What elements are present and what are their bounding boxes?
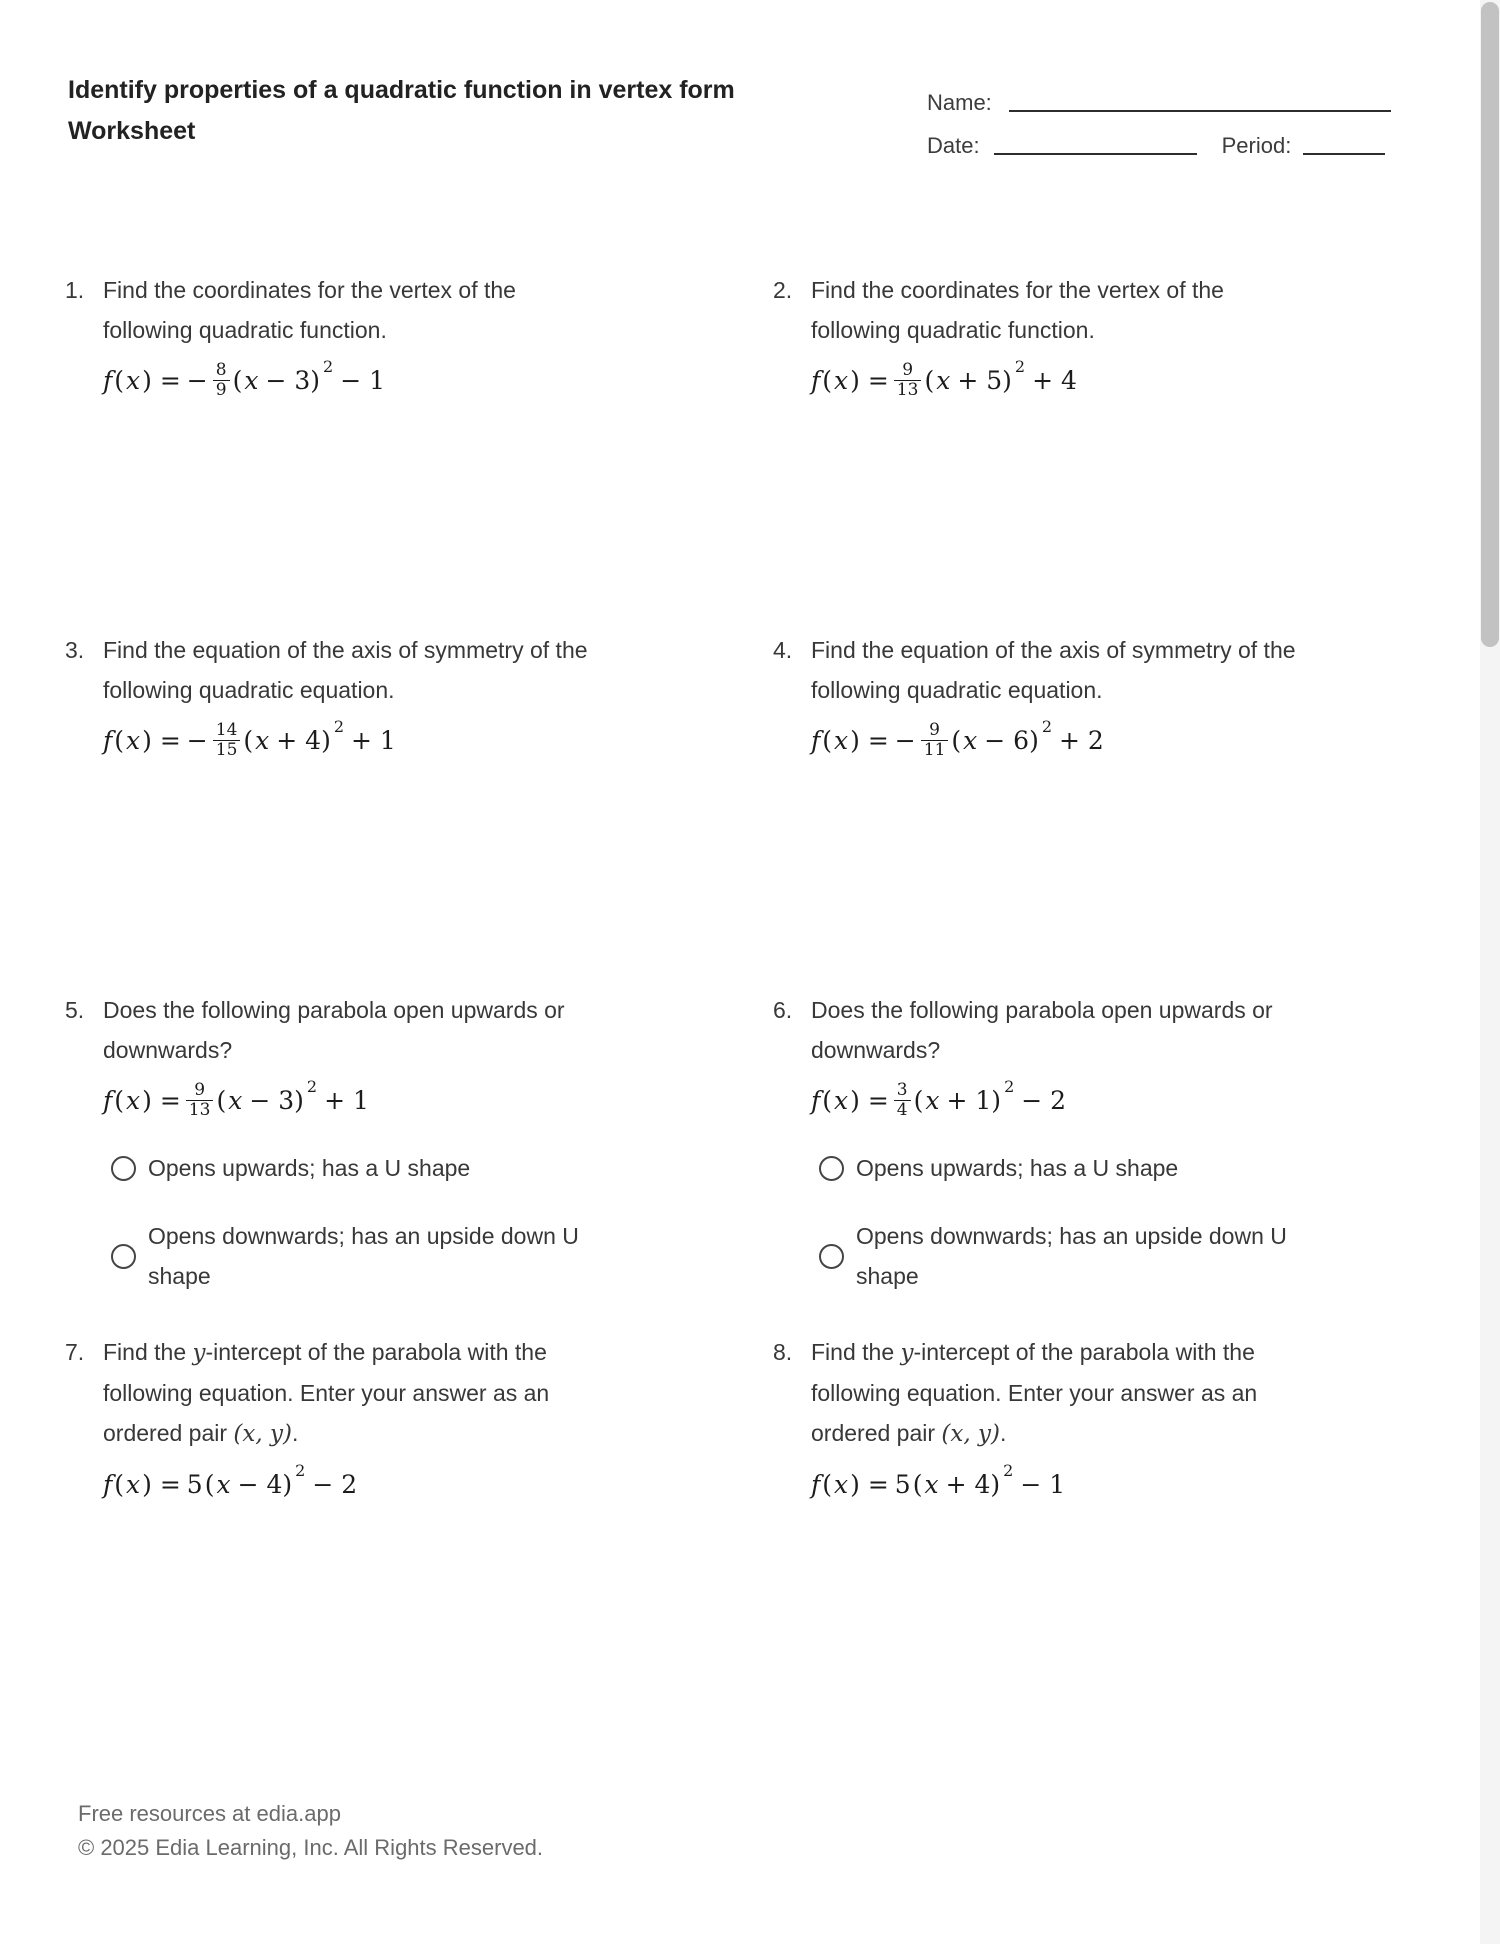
math-token: − 2 xyxy=(312,1469,358,1499)
math-var-y: y xyxy=(900,1340,914,1366)
radio-option-label: shape xyxy=(856,1263,919,1289)
fraction xyxy=(213,721,241,760)
prompt-line: downwards? xyxy=(103,1037,233,1063)
math-token: 2 xyxy=(1003,1461,1014,1480)
math-token: + 4) xyxy=(276,725,331,755)
radio-button[interactable] xyxy=(819,1244,844,1269)
prompt-line: Does the following parabola open upwards or xyxy=(811,997,1273,1023)
math-token: − 2 xyxy=(1021,1085,1067,1115)
math-token: − 6) xyxy=(984,725,1039,755)
prompt-line: following quadratic equation. xyxy=(811,677,1103,703)
equation xyxy=(103,356,685,404)
equation xyxy=(811,1460,1393,1508)
fraction xyxy=(921,721,949,760)
name-row xyxy=(927,86,1391,116)
math-token: x xyxy=(963,725,978,755)
math-token: 3 xyxy=(896,1079,908,1100)
radio-option-label: Opens upwards; has a U shape xyxy=(856,1155,1179,1181)
prompt-line xyxy=(811,1413,1393,1454)
math-token: ) = xyxy=(142,725,181,755)
prompt-line: following equation. Enter your answer as an xyxy=(103,1380,550,1406)
math-token: + 1 xyxy=(351,725,396,755)
math-token: x xyxy=(126,1085,141,1115)
fraction xyxy=(894,361,922,400)
problem-8 xyxy=(773,1332,1393,1508)
math-token: f xyxy=(811,725,821,755)
math-token: x xyxy=(834,1469,849,1499)
period-label: Period: xyxy=(1221,133,1292,158)
math-token: + 1 xyxy=(324,1085,369,1115)
math-ordered-pair: (x, y) xyxy=(941,1421,1000,1447)
footer-resources-text: Free resources at edia.app xyxy=(78,1801,341,1826)
fraction xyxy=(213,361,230,400)
math-token: ( xyxy=(822,365,833,395)
equation xyxy=(103,716,685,764)
radio-button[interactable] xyxy=(819,1156,844,1181)
math-token: x xyxy=(834,1085,849,1115)
math-token: f xyxy=(103,1085,113,1115)
footer-copyright-text: © 2025 Edia Learning, Inc. All Rights Reserved. xyxy=(78,1835,544,1860)
math-token: 2 xyxy=(1004,1077,1015,1096)
equation xyxy=(811,1076,1393,1124)
name-blank-line xyxy=(1009,109,1391,112)
math-token: 2 xyxy=(333,717,345,736)
problem-4 xyxy=(773,630,1393,764)
math-token: + 4) xyxy=(945,1469,1001,1499)
math-token: ( xyxy=(951,725,962,755)
prompt-line: Find the coordinates for the vertex of the xyxy=(811,277,1224,303)
radio-option-downwards xyxy=(111,1216,685,1296)
math-token: ( xyxy=(232,365,243,395)
problem-6 xyxy=(773,990,1393,1296)
math-token: x xyxy=(255,725,270,755)
scrollbar-thumb[interactable] xyxy=(1481,2,1499,647)
math-token: f xyxy=(103,725,113,755)
radio-option-label: Opens downwards; has an upside down U xyxy=(856,1223,1287,1249)
problem-3 xyxy=(65,630,685,764)
math-token: ) = xyxy=(850,725,889,755)
math-token: ) = xyxy=(850,365,889,395)
problem-number: 7. xyxy=(65,1339,85,1365)
math-token: 2 xyxy=(1041,717,1053,736)
radio-button[interactable] xyxy=(111,1244,136,1269)
fraction xyxy=(186,1081,214,1120)
problem-number: 1. xyxy=(65,277,85,303)
radio-option-upwards xyxy=(111,1148,685,1188)
math-token: 9 xyxy=(929,719,940,740)
math-token: ( xyxy=(822,725,833,755)
problem-5 xyxy=(65,990,685,1296)
problem-number: 5. xyxy=(65,997,85,1023)
math-token: 2 xyxy=(1014,357,1026,376)
problem-7 xyxy=(65,1332,685,1508)
math-token: − xyxy=(186,725,208,755)
math-token: ( xyxy=(216,1085,227,1115)
worksheet-title: Identify properties of a quadratic function in vertex form xyxy=(68,76,735,104)
math-token: 9 xyxy=(213,380,230,400)
radio-option-upwards xyxy=(819,1148,1393,1188)
math-token: 2 xyxy=(323,357,334,376)
math-token: f xyxy=(103,1469,113,1499)
math-token: x xyxy=(924,1469,939,1499)
radio-option-downwards xyxy=(819,1216,1393,1296)
math-token: + 2 xyxy=(1059,725,1104,755)
scrollbar-track[interactable] xyxy=(1480,0,1500,1944)
worksheet-subtitle: Worksheet xyxy=(68,117,196,145)
problem-1 xyxy=(65,270,685,404)
math-token: − xyxy=(186,365,208,395)
math-token: − 3) xyxy=(249,1085,304,1115)
math-token: − 1 xyxy=(1020,1469,1066,1499)
problem-number: 3. xyxy=(65,637,85,663)
math-var-y: y xyxy=(192,1340,206,1366)
period-blank-line xyxy=(1303,152,1385,155)
date-blank-line xyxy=(994,152,1197,155)
math-token: f xyxy=(811,365,821,395)
math-token: ( xyxy=(114,1085,125,1115)
date-label: Date: xyxy=(927,133,980,158)
page-footer xyxy=(78,1797,543,1865)
prompt-text: -intercept of the parabola with the xyxy=(913,1339,1255,1365)
fraction xyxy=(894,1081,911,1120)
math-token: ( xyxy=(243,725,254,755)
math-token: x xyxy=(228,1085,243,1115)
math-token: x xyxy=(126,365,141,395)
problem-number: 4. xyxy=(773,637,793,663)
prompt-line: following quadratic equation. xyxy=(103,677,395,703)
math-token: ( xyxy=(913,1085,924,1115)
equation xyxy=(811,356,1393,404)
problem-2 xyxy=(773,270,1393,404)
math-token: f xyxy=(103,365,113,395)
prompt-line: Find the coordinates for the vertex of the xyxy=(103,277,516,303)
math-token: 14 xyxy=(215,719,238,740)
math-token: 2 xyxy=(295,1461,306,1480)
math-token: 9 xyxy=(902,359,914,380)
prompt-line: Does the following parabola open upwards or xyxy=(103,997,565,1023)
prompt-line: Find the equation of the axis of symmetry of the xyxy=(103,637,588,663)
math-token: x xyxy=(925,1085,940,1115)
math-token: 4 xyxy=(894,1100,911,1120)
math-token: − 3) xyxy=(265,365,321,395)
radio-option-label: Opens downwards; has an upside down U xyxy=(148,1223,579,1249)
math-token: ( xyxy=(924,365,935,395)
math-token: + 1) xyxy=(946,1085,1002,1115)
prompt-text: . xyxy=(291,1420,299,1446)
math-token: ) = xyxy=(142,1085,181,1115)
prompt-text: ordered pair xyxy=(811,1420,942,1446)
math-token: x xyxy=(126,725,141,755)
radio-option-label: shape xyxy=(148,1263,211,1289)
math-token: 9 xyxy=(194,1079,206,1100)
math-token: ( xyxy=(822,1469,833,1499)
math-token: x xyxy=(126,1469,141,1499)
math-token: 2 xyxy=(306,1077,318,1096)
prompt-line xyxy=(103,1413,685,1454)
equation xyxy=(103,1460,685,1508)
math-token: 13 xyxy=(186,1100,214,1120)
math-token: 11 xyxy=(921,740,949,760)
math-ordered-pair: (x, y) xyxy=(233,1421,292,1447)
math-token: x xyxy=(936,365,951,395)
math-token: − 1 xyxy=(340,365,386,395)
math-token: f xyxy=(811,1085,821,1115)
prompt-line xyxy=(103,1332,685,1373)
prompt-line: following quadratic function. xyxy=(811,317,1095,343)
math-token: + 4 xyxy=(1032,365,1077,395)
math-token: x xyxy=(834,365,849,395)
prompt-line: Find the equation of the axis of symmetry of the xyxy=(811,637,1296,663)
equation xyxy=(103,1076,685,1124)
math-token: 8 xyxy=(215,359,227,380)
worksheet-header xyxy=(68,70,828,152)
math-token: ) = xyxy=(850,1085,889,1115)
problem-number: 2. xyxy=(773,277,793,303)
prompt-line xyxy=(811,1332,1393,1373)
math-token: x xyxy=(216,1469,231,1499)
prompt-text: Find the xyxy=(103,1339,193,1365)
math-token: ) = xyxy=(142,365,181,395)
math-token: − xyxy=(894,725,916,755)
equation xyxy=(811,716,1393,764)
prompt-text: ordered pair xyxy=(103,1420,234,1446)
math-token: ( xyxy=(114,1469,125,1499)
math-token: f xyxy=(811,1469,821,1499)
problem-number: 6. xyxy=(773,997,793,1023)
math-token: + 5) xyxy=(957,365,1012,395)
math-token: − 4) xyxy=(237,1469,293,1499)
math-token: ( xyxy=(204,1469,215,1499)
math-token: 13 xyxy=(894,380,922,400)
math-token: ( xyxy=(822,1085,833,1115)
math-token: 15 xyxy=(213,740,241,760)
prompt-text: Find the xyxy=(811,1339,901,1365)
radio-button[interactable] xyxy=(111,1156,136,1181)
math-token: 5 xyxy=(894,1469,911,1499)
math-token: ( xyxy=(114,725,125,755)
math-token: 5 xyxy=(186,1469,203,1499)
prompt-text: -intercept of the parabola with the xyxy=(205,1339,547,1365)
radio-option-label: Opens upwards; has a U shape xyxy=(148,1155,471,1181)
prompt-line: following quadratic function. xyxy=(103,317,387,343)
prompt-line: downwards? xyxy=(811,1037,941,1063)
math-token: x xyxy=(244,365,259,395)
date-period-row xyxy=(927,129,1385,159)
math-token: ) = xyxy=(142,1469,181,1499)
math-token: ( xyxy=(114,365,125,395)
math-token: x xyxy=(834,725,849,755)
problem-number: 8. xyxy=(773,1339,793,1365)
math-token: ) = xyxy=(850,1469,889,1499)
prompt-text: . xyxy=(999,1420,1007,1446)
prompt-line: following equation. Enter your answer as an xyxy=(811,1380,1258,1406)
name-label: Name: xyxy=(927,90,992,115)
math-token: ( xyxy=(912,1469,923,1499)
